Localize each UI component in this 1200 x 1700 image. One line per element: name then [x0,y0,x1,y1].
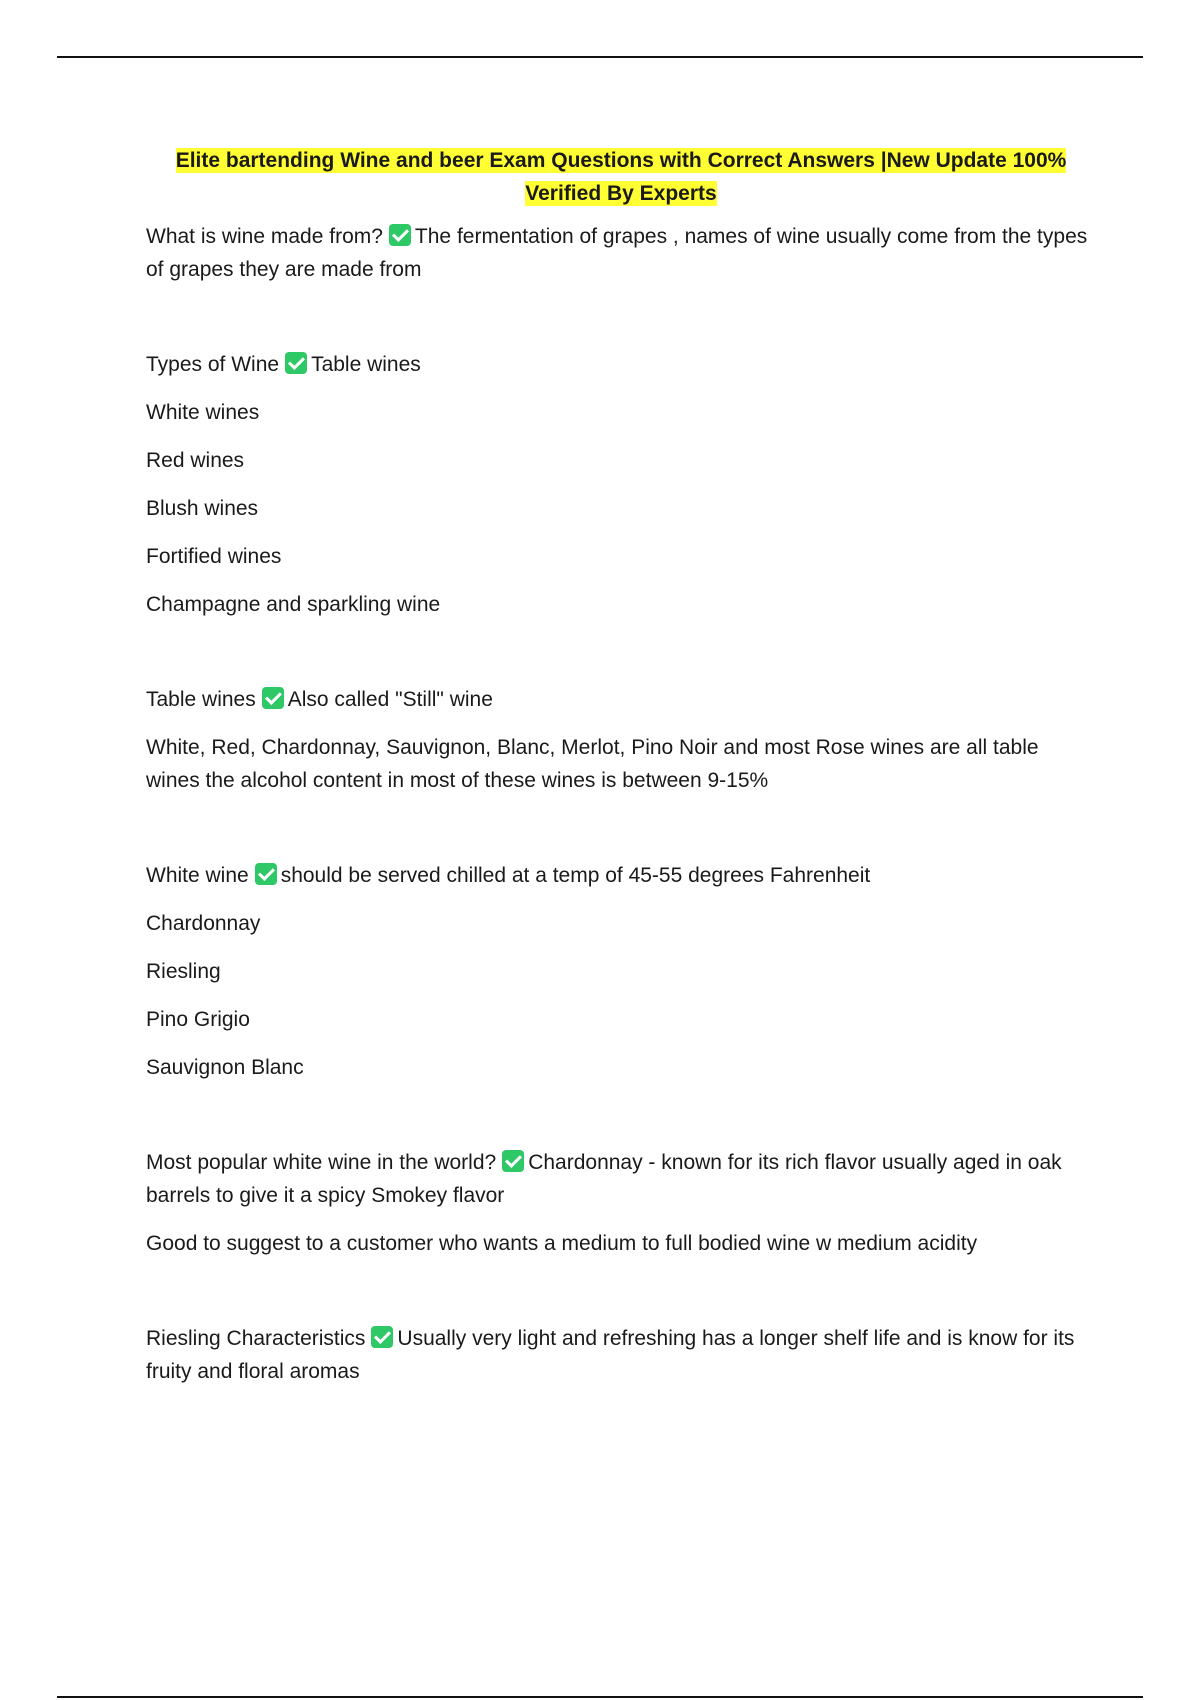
answer-line: Good to suggest to a customer who wants a medium to full bodied wine w medium acidity [146,1232,978,1255]
question-text: Types of Wine [146,353,280,376]
bottom-rule [57,1696,1143,1698]
answer-line: White wines [146,401,260,424]
question-text: Most popular white wine in the world? [146,1151,497,1174]
answer-text: The fermentation of grapes , names of wine usually come from the types of grapes they are made from [146,225,1088,281]
question-text: Table wines [146,688,256,711]
qa-item [146,1146,1096,1212]
top-rule [57,56,1143,58]
answer-text: should be served chilled at a temp of 45-55 degrees Fahrenheit [280,864,871,887]
qa-item [146,220,1096,286]
qa-item [146,348,1096,381]
check-mark-icon [502,1150,524,1172]
check-mark-icon [262,687,284,709]
document-page [146,144,1096,1388]
qa-item [146,683,1096,716]
answer-line: Red wines [146,449,245,472]
check-mark-icon [371,1326,393,1348]
question-text: White wine [146,864,249,887]
check-mark-icon [389,224,411,246]
title-line-1: Elite bartending Wine and beer Exam Questions with Correct Answers |New Update 100% [175,149,1067,172]
check-mark-icon [285,352,307,374]
check-mark-icon [255,863,277,885]
document-title [146,144,1096,210]
answer-text: Chardonnay - known for its rich flavor usually aged in oak barrels to give it a spicy Smokey flavor [146,1151,1062,1207]
answer-line: Champagne and sparkling wine [146,593,441,616]
answer-line: Pino Grigio [146,1008,250,1031]
answer-line: Chardonnay [146,912,261,935]
answer-line: Blush wines [146,497,259,520]
qa-item [146,859,1096,892]
answer-text: Table wines [311,353,421,376]
answer-line: Riesling [146,960,221,983]
question-text: What is wine made from? [146,225,383,248]
answer-text: Usually very light and refreshing has a longer shelf life and is know for its fruity and floral aromas [146,1327,1075,1383]
answer-text: Also called "Still" wine [287,688,493,711]
answer-line: Fortified wines [146,545,282,568]
answer-line: Sauvignon Blanc [146,1056,304,1079]
question-text: Riesling Characteristics [146,1327,366,1350]
title-line-2: Verified By Experts [525,182,717,205]
answer-line: White, Red, Chardonnay, Sauvignon, Blanc, Merlot, Pino Noir and most Rose wines are all table wines the alcohol content in most of these wines is between 9-15% [146,736,1039,792]
qa-item [146,1322,1096,1388]
